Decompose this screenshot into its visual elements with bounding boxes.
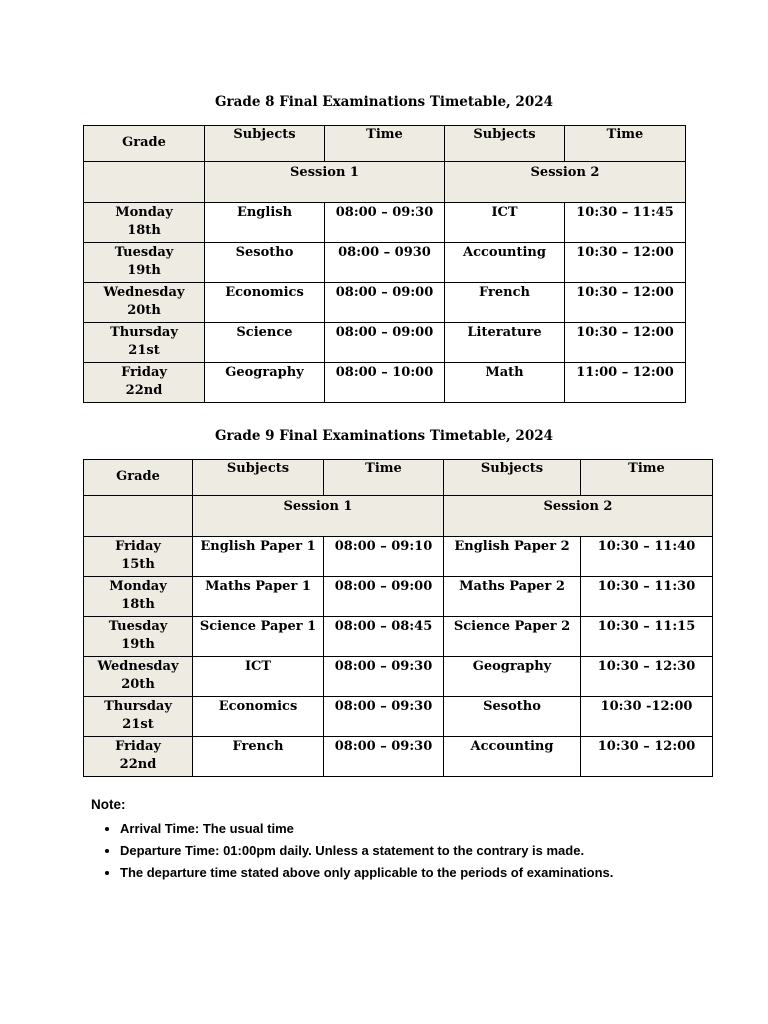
grade9-timetable — [83, 459, 713, 777]
day-name: Monday — [115, 205, 173, 220]
subjects-header: Subjects — [205, 126, 325, 162]
note-title: Note: — [91, 797, 126, 812]
subject-cell: Science Paper 1 — [193, 617, 324, 657]
subject-cell: Literature — [445, 323, 565, 363]
header-row — [84, 460, 713, 496]
subject-cell: Maths Paper 2 — [444, 577, 581, 617]
subject-cell: Accounting — [445, 243, 565, 283]
subject-cell: English Paper 1 — [193, 537, 324, 577]
time-cell: 11:00 – 12:00 — [565, 363, 686, 403]
table-row — [84, 577, 713, 617]
day-cell — [84, 363, 205, 403]
grade-header: Grade — [84, 460, 193, 496]
table-row — [84, 363, 686, 403]
time-header: Time — [565, 126, 686, 162]
time-cell: 10:30 -12:00 — [581, 697, 713, 737]
table-row — [84, 697, 713, 737]
session-1-label: Session 1 — [193, 496, 444, 537]
blank-cell — [84, 162, 205, 203]
session-1-label: Session 1 — [205, 162, 445, 203]
day-date: 20th — [121, 677, 155, 692]
day-date: 20th — [127, 303, 161, 318]
table-row — [84, 657, 713, 697]
day-cell — [84, 617, 193, 657]
subject-cell: English Paper 2 — [444, 537, 581, 577]
subject-cell: French — [445, 283, 565, 323]
time-cell: 10:30 – 12:00 — [565, 243, 686, 283]
day-date: 18th — [127, 223, 161, 238]
table-row — [84, 283, 686, 323]
time-cell: 08:00 – 09:00 — [324, 577, 444, 617]
day-date: 19th — [121, 637, 155, 652]
session-2-label: Session 2 — [445, 162, 686, 203]
time-cell: 10:30 – 12:00 — [565, 323, 686, 363]
day-cell — [84, 537, 193, 577]
day-date: 15th — [121, 557, 155, 572]
day-name: Friday — [115, 539, 161, 554]
table-row — [84, 243, 686, 283]
time-cell: 10:30 – 11:15 — [581, 617, 713, 657]
time-cell: 08:00 – 09:00 — [325, 283, 445, 323]
day-date: 21st — [122, 717, 154, 732]
blank-cell — [84, 496, 193, 537]
day-name: Thursday — [104, 699, 172, 714]
note-list — [100, 820, 613, 886]
subject-cell: English — [205, 203, 325, 243]
subject-cell: Sesotho — [444, 697, 581, 737]
time-cell: 10:30 – 11:30 — [581, 577, 713, 617]
time-header: Time — [324, 460, 444, 496]
grade8-title: Grade 8 Final Examinations Timetable, 2024 — [214, 94, 554, 110]
day-cell — [84, 577, 193, 617]
time-header: Time — [581, 460, 713, 496]
subject-cell: Science — [205, 323, 325, 363]
day-date: 22nd — [119, 757, 157, 772]
table-row — [84, 203, 686, 243]
day-date: 19th — [127, 263, 161, 278]
header-row — [84, 126, 686, 162]
time-cell: 08:00 – 09:30 — [324, 657, 444, 697]
day-name: Thursday — [110, 325, 178, 340]
subjects-header: Subjects — [193, 460, 324, 496]
note-item: • Arrival Time: The usual time — [120, 820, 613, 838]
session-row — [84, 162, 686, 203]
time-cell: 10:30 – 11:40 — [581, 537, 713, 577]
table-row — [84, 537, 713, 577]
day-name: Tuesday — [114, 245, 174, 260]
subject-cell: French — [193, 737, 324, 777]
subject-cell: Maths Paper 1 — [193, 577, 324, 617]
time-cell: 08:00 – 09:10 — [324, 537, 444, 577]
day-name: Wednesday — [103, 285, 185, 300]
time-cell: 10:30 – 11:45 — [565, 203, 686, 243]
day-date: 18th — [121, 597, 155, 612]
time-cell: 08:00 – 09:30 — [325, 203, 445, 243]
time-header: Time — [325, 126, 445, 162]
time-cell: 10:30 – 12:30 — [581, 657, 713, 697]
day-name: Monday — [109, 579, 167, 594]
note-item: • The departure time stated above only applicable to the periods of examinations. — [120, 864, 613, 882]
day-cell — [84, 323, 205, 363]
day-name: Friday — [121, 365, 167, 380]
subject-cell: Geography — [205, 363, 325, 403]
grade9-title: Grade 9 Final Examinations Timetable, 2024 — [214, 428, 554, 444]
time-cell: 08:00 – 09:00 — [325, 323, 445, 363]
session-row — [84, 496, 713, 537]
subject-cell: Accounting — [444, 737, 581, 777]
day-name: Tuesday — [108, 619, 168, 634]
day-cell — [84, 737, 193, 777]
subjects-header: Subjects — [444, 460, 581, 496]
time-cell: 08:00 – 08:45 — [324, 617, 444, 657]
subject-cell: ICT — [445, 203, 565, 243]
day-date: 21st — [128, 343, 160, 358]
time-cell: 10:30 – 12:00 — [565, 283, 686, 323]
subject-cell: ICT — [193, 657, 324, 697]
time-cell: 08:00 – 09:30 — [324, 737, 444, 777]
day-name: Wednesday — [97, 659, 179, 674]
day-cell — [84, 657, 193, 697]
note-item: • Departure Time: 01:00pm daily. Unless a statement to the contrary is made. — [120, 842, 613, 860]
subject-cell: Science Paper 2 — [444, 617, 581, 657]
subjects-header: Subjects — [445, 126, 565, 162]
time-cell: 08:00 – 0930 — [325, 243, 445, 283]
session-2-label: Session 2 — [444, 496, 713, 537]
subject-cell: Sesotho — [205, 243, 325, 283]
subject-cell: Economics — [205, 283, 325, 323]
table-row — [84, 617, 713, 657]
time-cell: 08:00 – 10:00 — [325, 363, 445, 403]
day-cell — [84, 283, 205, 323]
table-row — [84, 737, 713, 777]
day-cell — [84, 203, 205, 243]
table-row — [84, 323, 686, 363]
grade8-timetable — [83, 125, 686, 403]
subject-cell: Math — [445, 363, 565, 403]
day-cell — [84, 697, 193, 737]
time-cell: 08:00 – 09:30 — [324, 697, 444, 737]
day-name: Friday — [115, 739, 161, 754]
day-date: 22nd — [125, 383, 163, 398]
subject-cell: Geography — [444, 657, 581, 697]
time-cell: 10:30 – 12:00 — [581, 737, 713, 777]
day-cell — [84, 243, 205, 283]
grade-header: Grade — [84, 126, 205, 162]
subject-cell: Economics — [193, 697, 324, 737]
